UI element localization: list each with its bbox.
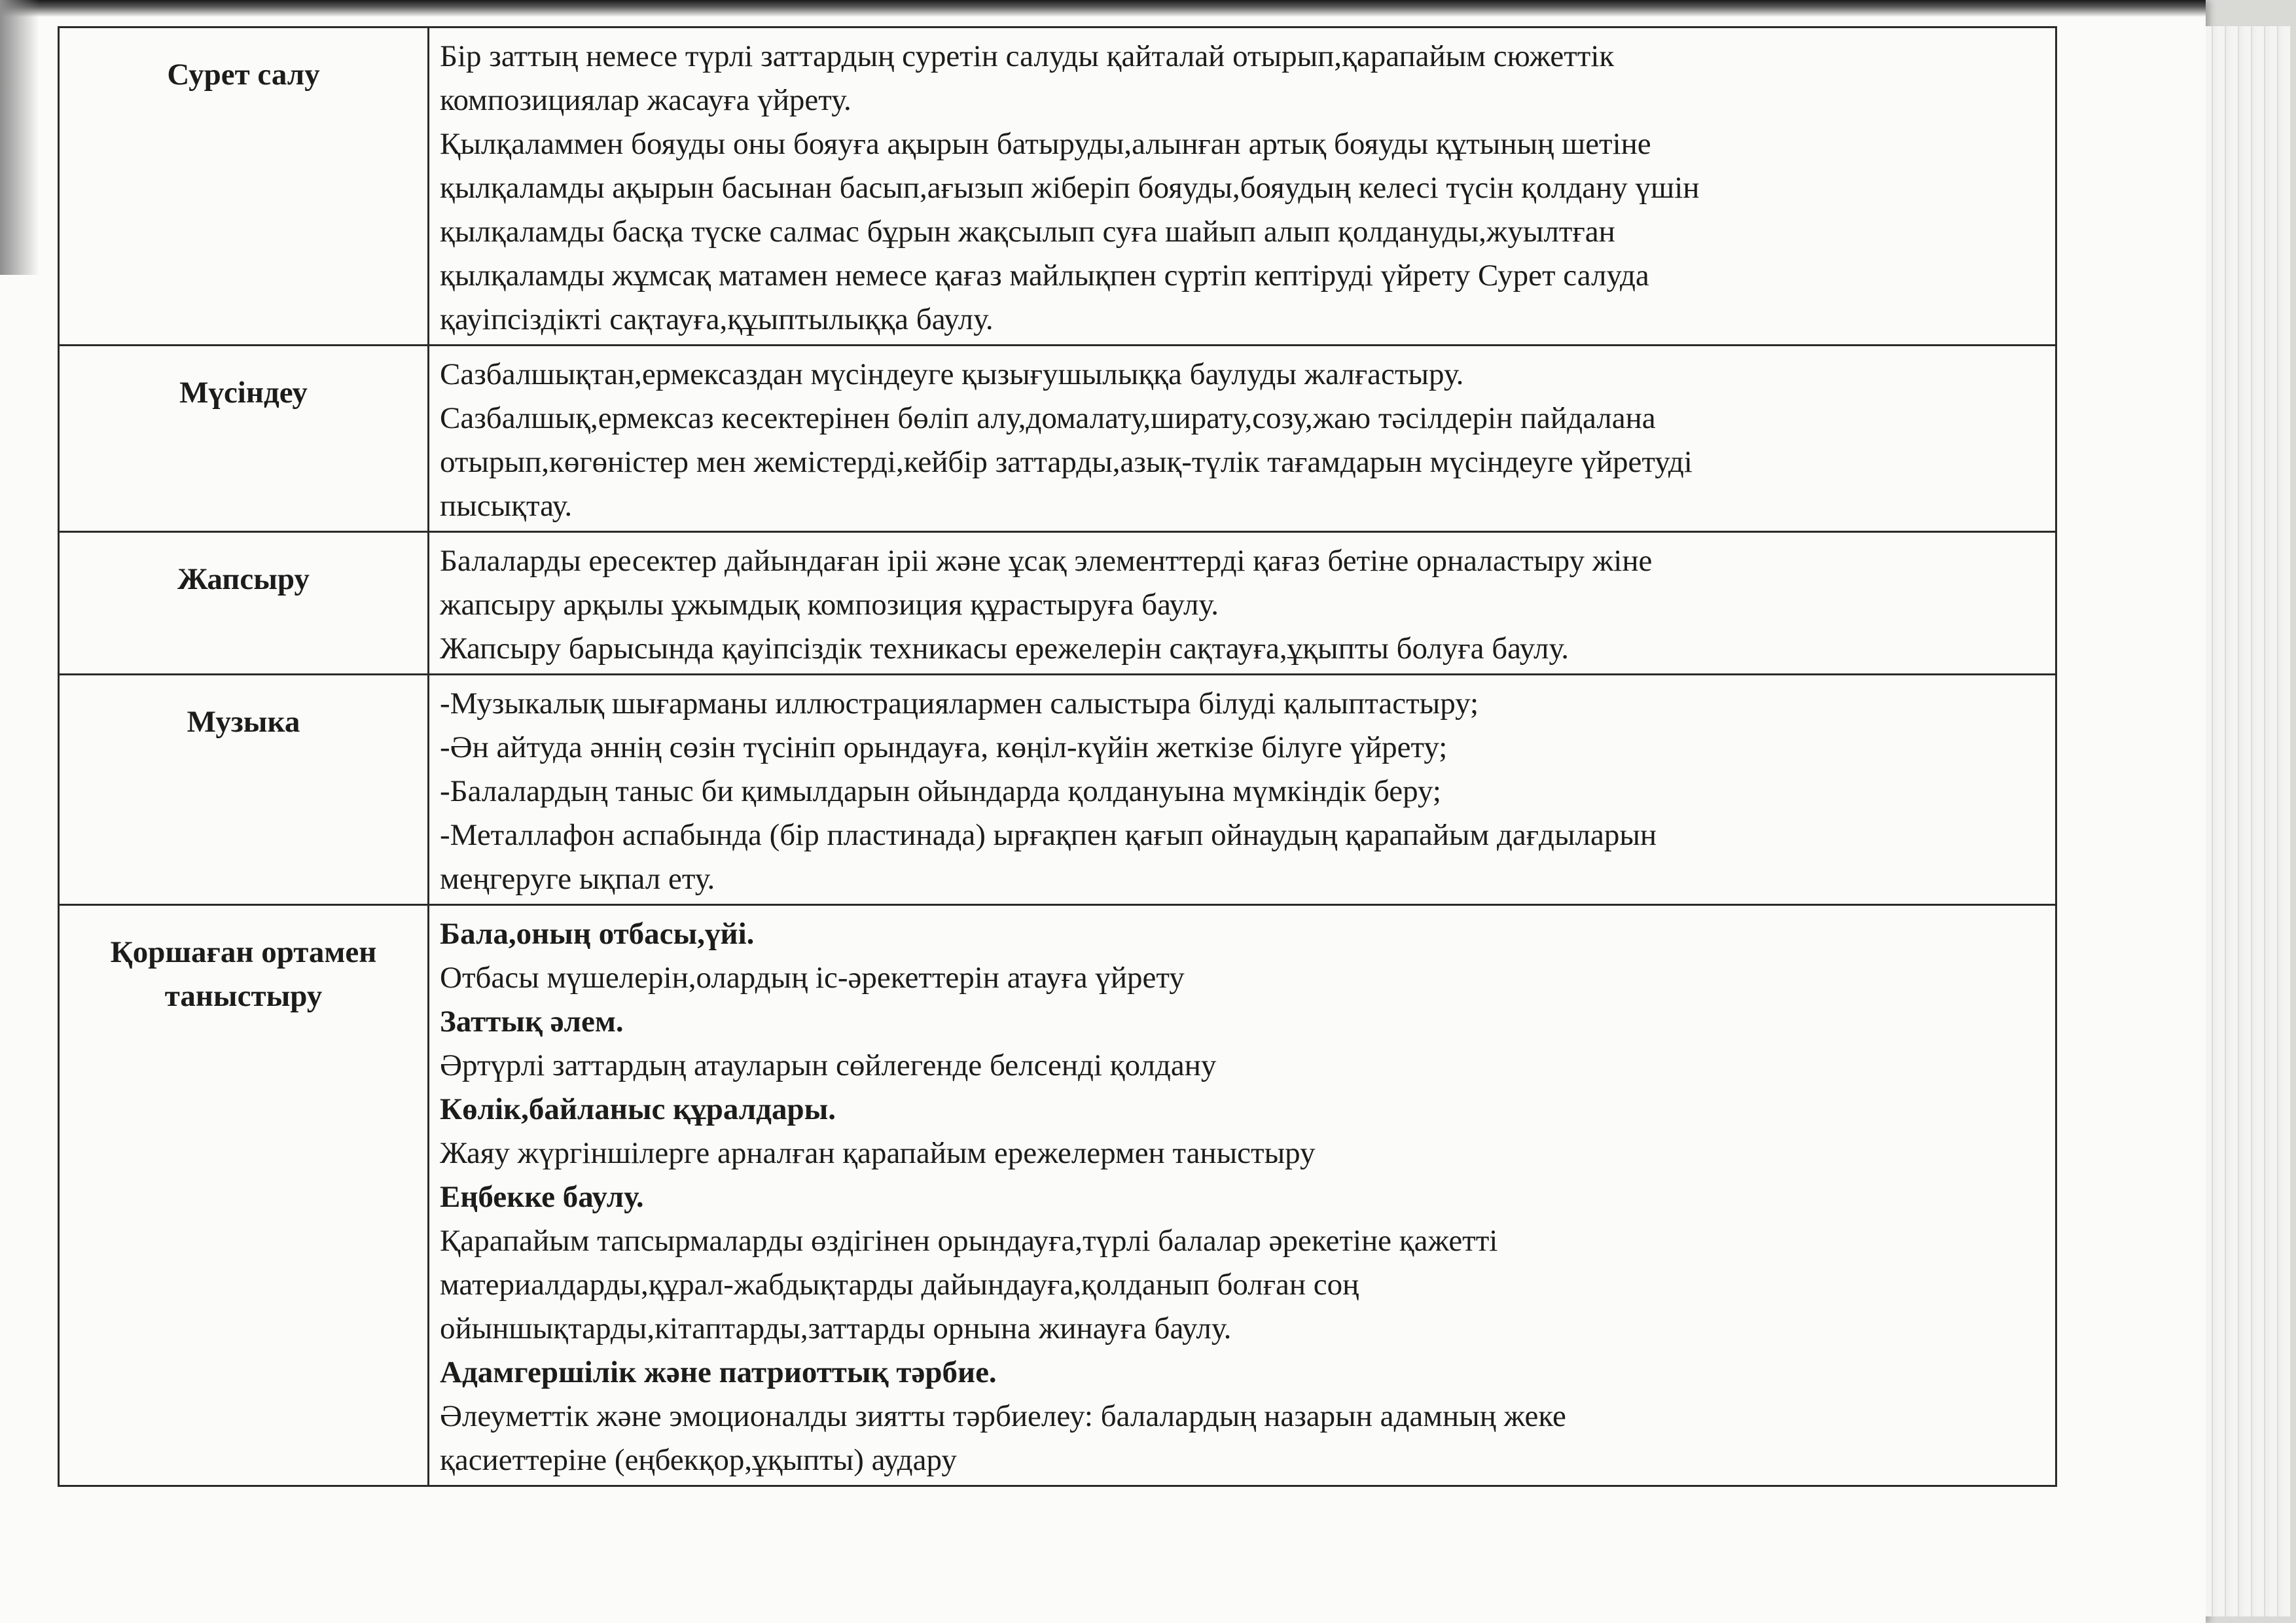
description-line: қасиеттеріне (еңбекқор,ұқыпты) аудару	[440, 1443, 957, 1477]
description-line: материалдарды,құрал-жабдықтарды дайындауға,қолданып болған соң	[440, 1268, 1359, 1302]
table-row	[59, 905, 2056, 1486]
description-line: Жапсыру барысында қауіпсіздік техникасы ережелерін сақтауға,ұқыпты болуға баулу.	[440, 632, 1570, 666]
description-line: -Балалардың таныс би қимылдарын ойындарда қолдануына мүмкіндік беру;	[440, 774, 1441, 808]
curriculum-table	[58, 26, 2057, 1487]
description-line: Балаларды ересектер дайындаған іріі және ұсақ элементтерді қағаз бетіне орналастыру жіне	[440, 544, 1653, 578]
description-line: отырып,көгөністер мен жемістерді,кейбір заттарды,азық-түлік тағамдарын мүсіндеуге үйретуді	[440, 445, 1693, 479]
description-line: композициялар жасауға үйрету.	[440, 83, 852, 117]
description-line: қылқаламды жұмсақ матамен немесе қағаз майлықпен сүртіп кептіруді үйрету Сурет салуда	[440, 259, 1649, 293]
section-heading: Көлік,байланыс құралдары.	[440, 1092, 836, 1126]
subject-name: Жапсыру	[177, 562, 310, 596]
description-line: Сазбалшық,ермексаз кесектерінен бөліп алу,домалату,ширату,созу,жаю тәсілдерін пайдалана	[440, 401, 1656, 435]
description-line: -Музыкалық шығарманы иллюстрациялармен салыстыра білуді қалыптастыру;	[440, 687, 1479, 721]
table-row	[59, 27, 2056, 346]
description-cell	[429, 532, 2056, 675]
description-line: -Ән айтуда әннің сөзін түсініп орындауға, көңіл-күйін жеткізе білуге үйрету;	[440, 730, 1448, 764]
subject-name: Қоршаған ортамен	[110, 935, 377, 969]
subject-name: таныстыру	[164, 979, 323, 1013]
description-line: пысықтау.	[440, 489, 573, 523]
description-line: жапсыру арқылы ұжымдық композиция құрастыруға баулу.	[440, 588, 1219, 622]
description-line: Бір заттың немесе түрлі заттардың суретін салуды қайталай отырып,қарапайым сюжеттік	[440, 39, 1615, 73]
subject-cell	[59, 905, 429, 1486]
description-cell	[429, 346, 2056, 532]
description-cell	[429, 27, 2056, 346]
subject-cell	[59, 27, 429, 346]
subject-cell	[59, 532, 429, 675]
description-line: Жаяу жүргіншілерге арналған қарапайым ережелермен таныстыру	[440, 1136, 1316, 1170]
description-line: ойыншықтарды,кітаптарды,заттарды орнына жинауға баулу.	[440, 1311, 1232, 1346]
description-line: қылқаламды ақырын басынан басып,ағызып жіберіп бояуды,бояудың келесі түсін қолдану үшін	[440, 171, 1700, 205]
scan-left-shadow	[0, 0, 39, 275]
description-line: Қылқаламмен бояуды оны бояуға ақырын батыруды,алынған артық бояуды құтының шетіне	[440, 127, 1651, 161]
description-line: -Металлафон аспабында (бір пластинада) ырғақпен қағып ойнаудың қарапайым дағдыларын	[440, 818, 1657, 852]
section-heading: Заттық әлем.	[440, 1005, 624, 1039]
subject-name: Музыка	[187, 705, 300, 739]
table-row	[59, 675, 2056, 905]
description-line: Отбасы мүшелерін,олардың іс-әрекеттерін атауға үйрету	[440, 961, 1185, 995]
description-cell	[429, 675, 2056, 905]
description-line: Әлеуметтік және эмоционалды зиятты тәрбиелеу: балалардың назарын адамның жеке	[440, 1399, 1566, 1433]
section-heading: Еңбекке баулу.	[440, 1180, 644, 1214]
description-line: қауіпсіздікті сақтауға,құыптылыққа баулу.	[440, 302, 994, 336]
description-cell	[429, 905, 2056, 1486]
scan-top-shadow	[0, 0, 2206, 17]
description-line: Сазбалшықтан,ермексаздан мүсіндеуге қызығушылыққа баулуды жалғастыру.	[440, 357, 1464, 391]
subject-cell	[59, 346, 429, 532]
subject-name: Сурет салу	[167, 58, 320, 92]
description-line: Қарапайым тапсырмаларды өздігінен орындауға,түрлі балалар әрекетіне қажетті	[440, 1224, 1498, 1258]
description-line: меңгеруге ықпал ету.	[440, 862, 715, 896]
subject-name: Мүсіндеу	[179, 376, 308, 410]
subject-cell	[59, 675, 429, 905]
description-line: қылқаламды басқа түске салмас бұрын жақсылып суға шайып алып қолдануды,жуылтған	[440, 215, 1615, 249]
curriculum-table-body	[59, 27, 2056, 1486]
table-row	[59, 532, 2056, 675]
section-heading: Бала,оның отбасы,үйі.	[440, 917, 755, 951]
section-heading: Адамгершілік және патриоттық тәрбие.	[440, 1355, 997, 1389]
table-row	[59, 346, 2056, 532]
description-line: Әртүрлі заттардың атауларын сөйлегенде белсенді қолдану	[440, 1048, 1217, 1082]
stacked-page-edges	[2206, 26, 2291, 1616]
